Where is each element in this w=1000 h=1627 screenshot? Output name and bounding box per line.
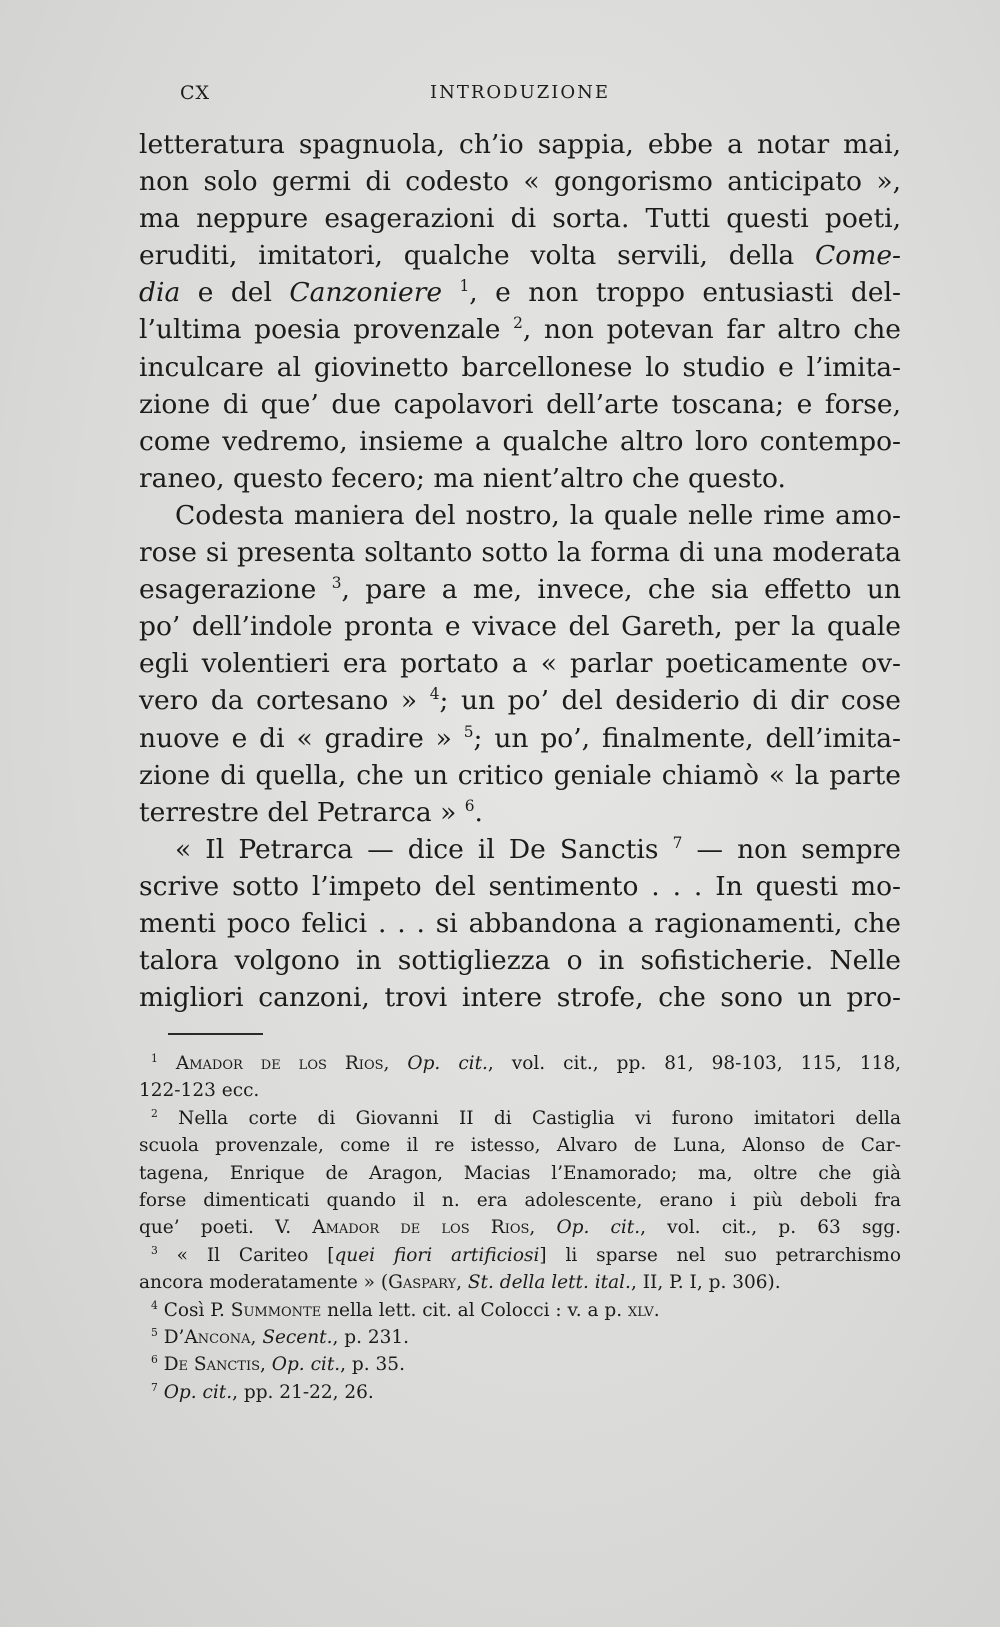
footnote-ref[interactable]: 6 [464,796,475,815]
footnote-number: 1 [151,1051,158,1065]
footnote-5 [139,1324,901,1351]
footnote-author: Amador de los Rios, [312,1217,536,1239]
footnote-ref[interactable]: 7 [672,833,683,852]
italic-title: dia [139,277,181,309]
footnote-text: Così P. [157,1299,231,1321]
footnote-text: que’ poeti. V. [139,1217,313,1239]
body-line: raneo, questo fecero; ma nient’altro che questo. [139,462,786,494]
body-text-run: — non sempre [682,833,901,865]
footnote-2 [139,1105,901,1132]
footnote-text: , II, P. I, p. 306). [630,1272,781,1294]
footnote-work: Op. cit. [407,1053,488,1074]
body-line: come vedremo, insieme a qualche altro loro contempo- [139,425,901,457]
body-line: migliori canzoni, trovi intere strofe, che sono un pro- [139,982,901,1014]
body-line: inculcare al giovinetto barcellonese lo studio e l’imita- [139,351,901,383]
footnote-author: Summonte [230,1299,322,1321]
footnote-number: 6 [151,1353,158,1367]
body-text [139,126,901,1016]
footnote-author: Gaspary, [388,1272,462,1294]
running-head [140,82,900,112]
body-text-run: eruditi, imitatori, qualche volta servili, della [139,240,815,272]
footnote-quote: quei fiori artificiosi [334,1244,540,1266]
body-line: scrive sotto l’impeto del sentimento . . . In questi mo- [139,870,901,902]
footnote-ref[interactable]: 1 [459,277,470,296]
footnote-author: D’Ancona, [163,1327,257,1349]
body-text-run: , pare a me, invece, che sia effetto un [341,574,901,606]
footnote-2-cont [139,1214,901,1241]
footnote-text: « Il Cariteo [ [157,1244,335,1266]
body-line: po’ dell’indole pronta e vivace del Gareth, per la quale [139,611,901,643]
body-text-run: l’ultima poesia provenzale [139,314,514,346]
body-text-run: , non potevan far altro che [522,314,901,346]
body-line: zione di quella, che un critico geniale chiamò « la parte [139,759,901,791]
footnote-work: Secent. [262,1327,333,1349]
footnote-3 [139,1242,901,1269]
body-text-run: terrestre del Petrarca » [139,796,465,828]
italic-title: Come- [815,240,901,272]
footnote-7 [139,1379,901,1406]
body-text-run: . [474,796,483,828]
footnote-roman: xlv [628,1299,654,1321]
italic-title: Canzoniere [289,277,443,309]
body-line [139,794,901,831]
footnote-work: Op. cit. [163,1381,233,1403]
footnote-text: Nella corte di Giovanni II di Castiglia vi furono imitatori della [157,1107,901,1129]
body-line: talora volgono in sottigliezza o in sofisticherie. Nelle [139,945,901,977]
footnote-ref[interactable]: 4 [429,685,440,704]
body-line: rose si presenta soltanto sotto la forma di una moderata [139,537,901,569]
page-number: CX [180,82,211,104]
footnote-work: St. della lett. ital. [467,1272,631,1294]
running-head-title: INTRODUZIONE [429,82,611,103]
body-line: dia e del Canzoniere $^1$, e non troppo entusiasti del- [139,277,901,309]
footnote-4 [139,1297,901,1324]
footnote-ref[interactable]: 5 [463,722,474,741]
body-line: Codesta maniera del nostro, la quale nelle rime amo- [175,499,901,531]
footnote-text: ] li sparse nel suo petrarchismo [539,1244,901,1266]
footnote-number: 2 [151,1106,158,1120]
body-line: menti poco felici . . . si abbandona a ragionamenti, che [139,907,901,939]
body-text-run: esagerazione [139,574,332,606]
footnote-text: , p. 231. [332,1327,410,1349]
footnote-number: 3 [151,1243,158,1257]
body-line: egli volentieri era portato a « parlar poeticamente ov- [139,648,901,680]
body-line: non solo germi di codesto « gongorismo anticipato », [139,166,901,198]
body-line: ma neppure esagerazioni di sorta. Tutti questi poeti, [139,203,901,235]
footnote-text: , pp. 21-22, 26. [232,1381,374,1403]
body-text-run: nuove e di « gradire » [139,722,464,754]
body-line [139,682,901,719]
footnote-text: , p. 35. [340,1354,405,1376]
body-line [139,571,901,608]
body-text-run: vero da cortesano » [139,685,430,717]
footnote-author: Amador de los Rios, [175,1053,390,1074]
footnote-1-cont: 122-123 ecc. [139,1080,260,1102]
footnote-1 [139,1050,901,1077]
body-text-run: « Il Petrarca — dice il De Sanctis [175,833,673,865]
footnote-2-cont: scuola provenzale, come il re istesso, Alvaro de Luna, Alonso de Car- [139,1135,901,1157]
footnote-6 [139,1351,901,1378]
footnote-separator [168,1033,263,1035]
footnote-number: 7 [151,1380,158,1394]
body-line [139,831,901,868]
footnote-3-cont [139,1269,901,1296]
body-text-run: ; un po’ del desiderio di dir cose [439,685,901,717]
body-line [139,311,901,348]
body-line: zione di que’ due capolavori dell’arte toscana; e forse, [139,388,901,420]
footnote-work: Op. cit. [556,1217,641,1239]
footnote-text: , vol. cit., pp. 81, 98-103, 115, 118, [487,1053,902,1074]
footnote-number: 5 [151,1325,158,1339]
footnote-2-cont: forse dimenticati quando il n. era adolescente, erano i più deboli fra [139,1190,901,1212]
body-line [139,720,901,757]
footnote-author: De Sanctis, [163,1354,266,1376]
footnote-text: , vol. cit., p. 63 sgg. [640,1217,902,1239]
footnote-work: Op. cit. [271,1354,341,1376]
footnote-number: 4 [151,1298,158,1312]
footnote-ref[interactable]: 2 [513,314,523,333]
body-line [139,237,901,274]
footnote-text: nella lett. cit. al Colocci : v. a p. [321,1299,629,1321]
footnote-ref[interactable]: 3 [331,574,342,593]
body-line: letteratura spagnuola, ch’io sappia, ebbe a notar mai, [139,129,901,160]
footnote-2-cont: tagena, Enrique de Aragon, Macias l’Enamorado; ma, oltre che già [139,1162,901,1184]
body-text-run: , e non troppo entusiasti del- [469,277,901,309]
body-text-run: ; un po’, finalmente, dell’imita- [473,722,901,754]
footnote-text: ancora moderatamente » ( [139,1272,389,1294]
footnote-text: . [653,1299,660,1321]
footnotes [139,1050,901,1406]
